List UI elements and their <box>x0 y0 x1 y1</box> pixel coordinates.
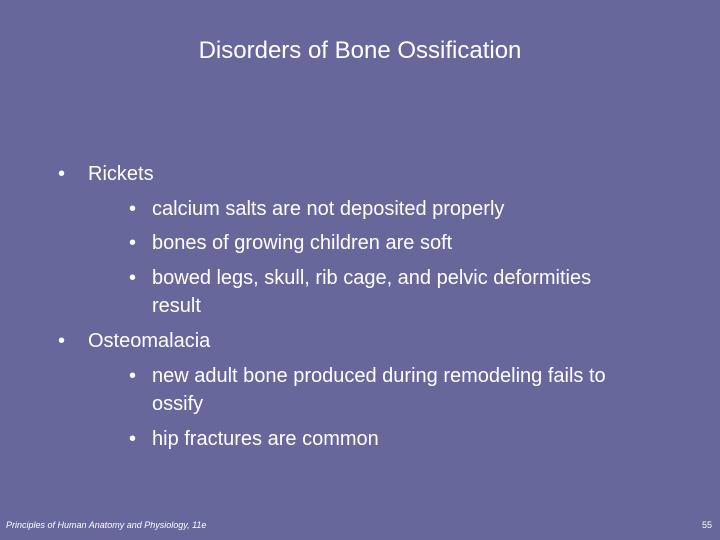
slide-title: Disorders of Bone Ossification <box>198 37 522 64</box>
footer-source: Principles of Human Anatomy and Physiology, 11e <box>6 520 207 530</box>
list-item-text: Rickets <box>88 163 154 185</box>
list-item-text: calcium salts are not deposited properly <box>152 198 505 220</box>
list-item-text: new adult bone produced during remodeling fails to <box>152 365 606 387</box>
bullet-icon: • <box>129 428 137 450</box>
bullet-icon: • <box>129 232 137 254</box>
bullet-icon: • <box>129 198 137 220</box>
bullet-icon: • <box>58 163 66 185</box>
bullet-icon: • <box>129 365 137 387</box>
bullet-icon: • <box>58 330 66 352</box>
list-item-text: bones of growing children are soft <box>152 232 453 254</box>
list-item-text: ossify <box>152 393 204 415</box>
list-item-text: Osteomalacia <box>88 330 211 352</box>
page-number: 55 <box>701 520 712 530</box>
list-item-text: hip fractures are common <box>152 428 379 450</box>
bullet-icon: • <box>129 267 137 289</box>
list-item-text: result <box>152 295 201 317</box>
list-item-text: bowed legs, skull, rib cage, and pelvic deformities <box>152 267 592 289</box>
